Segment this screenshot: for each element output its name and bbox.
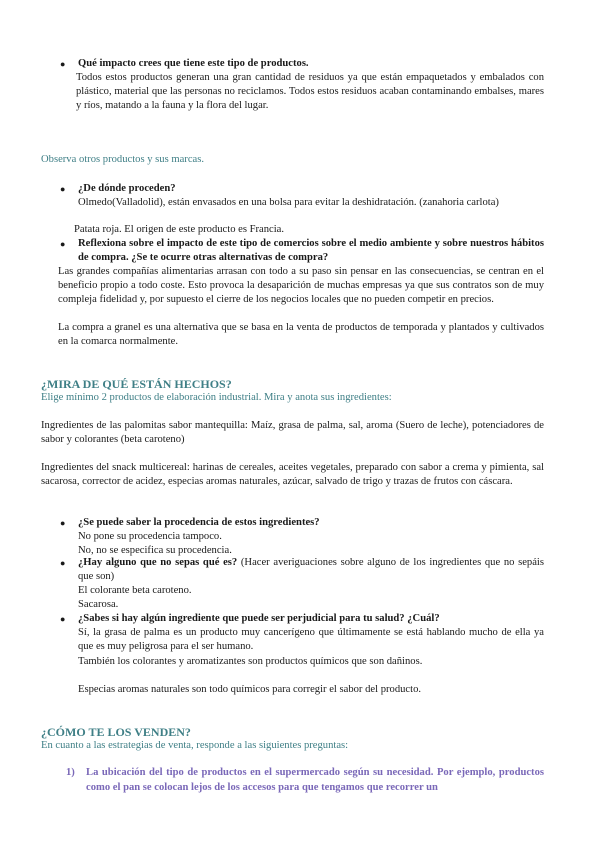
bullet-icon: ●: [60, 614, 66, 624]
sales-intro: En cuanto a las estrategias de venta, responde a las siguientes preguntas:: [41, 740, 349, 751]
answer-unknown-2: Sacarosa.: [78, 599, 119, 610]
question-ingredient-origin: ¿Se puede saber la procedencia de estos ingredientes?: [78, 517, 320, 528]
answer-harmful-spices: Especias aromas naturales son todo químicos para corregir el sabor del producto.: [78, 684, 422, 695]
question-unknown-bold: ¿Hay alguno que no sepas qué es?: [78, 557, 238, 568]
answer-ingredient-origin-2: No, no se especifica su procedencia.: [78, 545, 232, 556]
question-harmful: ¿Sabes si hay algún ingrediente que puede ser perjudicial para tu salud? ¿Cuál?: [78, 613, 440, 624]
answer-harmful-colorants: También los colorantes y aromatizantes son productos químicos que son dañinos.: [78, 656, 423, 667]
question-unknown-rest: (Hacer averiguaciones sobre alguno de los ingredientes que no sepáis que son): [78, 557, 544, 582]
question-impact: Qué impacto crees que tiene este tipo de productos.: [78, 58, 309, 69]
answer-impact: Todos estos productos generan una gran cantidad de residuos ya que están empaquetados y embalados con plástico, material que las personas no reciclamos. Todos estos residuos acaban contaminando embalses, mares y ríos, matando a la fauna y la flora del lugar.: [76, 72, 544, 111]
answer-reflect-companies: Las grandes compañías alimentarias arrasan con todo a su paso sin pensar en las consecuencias, se centran en el beneficio propio a todo coste. Esto provoca la desaparición de muchas empresas ya que sus contratos son de muy compleja fidelidad y, por supuesto el cierre de los negocios locales que no pueden competir en precios.: [58, 266, 544, 305]
answer-ingredient-origin-1: No pone su procedencia tampoco.: [78, 531, 222, 542]
list-number-1: 1): [66, 767, 75, 778]
bullet-icon: ●: [60, 239, 66, 249]
answer-harmful-palm: Sí, la grasa de palma es un producto muy cancerígeno que últimamente se está hablando mucho de ella ya que es muy peligrosa para el ser humano.: [78, 627, 544, 652]
answer-origin-carrot: Olmedo(Valladolid), están envasados en una bolsa para evitar la deshidratación. (zanahoria carlota): [78, 197, 499, 208]
ingredients-snack: Ingredientes del snack multicereal: harinas de cereales, aceites vegetales, preparado con sabor a crema y pimienta, sal sacarosa, corrector de acidez, especias aromas naturales, azúcar, salvado de trigo y trazas de frutos con cáscara.: [41, 462, 544, 487]
question-origin: ¿De dónde proceden?: [78, 183, 176, 194]
answer-unknown-1: El colorante beta caroteno.: [78, 585, 192, 596]
bullet-icon: ●: [60, 558, 66, 568]
bullet-icon: ●: [60, 59, 66, 69]
section-heading-sales: ¿CÓMO TE LOS VENDEN?: [41, 725, 191, 739]
bullet-icon: ●: [60, 518, 66, 528]
question-unknown: [78, 556, 544, 584]
answer-reflect-bulk: La compra a granel es una alternativa que se basa en la venta de productos de temporada y plantados y cultivados en la comarca normalmente.: [58, 322, 544, 347]
question-reflect: Reflexiona sobre el impacto de este tipo de comercios sobre el medio ambiente y sobre nuestros hábitos de compra. ¿Se te ocurre otras alternativas de compra?: [78, 238, 544, 263]
answer-origin-potato: Patata roja. El origen de este producto es Francia.: [74, 224, 285, 235]
sales-item-1: La ubicación del tipo de productos en el supermercado según su necesidad. Por ejemplo, productos como el pan se colocan lejos de los accesos para que tengamos que recorrer un: [86, 767, 544, 793]
observe-intro: Observa otros productos y sus marcas.: [41, 154, 204, 165]
bullet-icon: ●: [60, 184, 66, 194]
section-heading-ingredients: ¿MIRA DE QUÉ ESTÁN HECHOS?: [41, 377, 232, 391]
ingredients-popcorn: Ingredientes de las palomitas sabor mantequilla: Maíz, grasa de palma, sal, aroma (Suero de leche), potenciadores de sabor y colorantes (beta caroteno): [41, 420, 544, 445]
ingredients-intro: Elige mínimo 2 productos de elaboración industrial. Mira y anota sus ingredientes:: [41, 392, 392, 403]
